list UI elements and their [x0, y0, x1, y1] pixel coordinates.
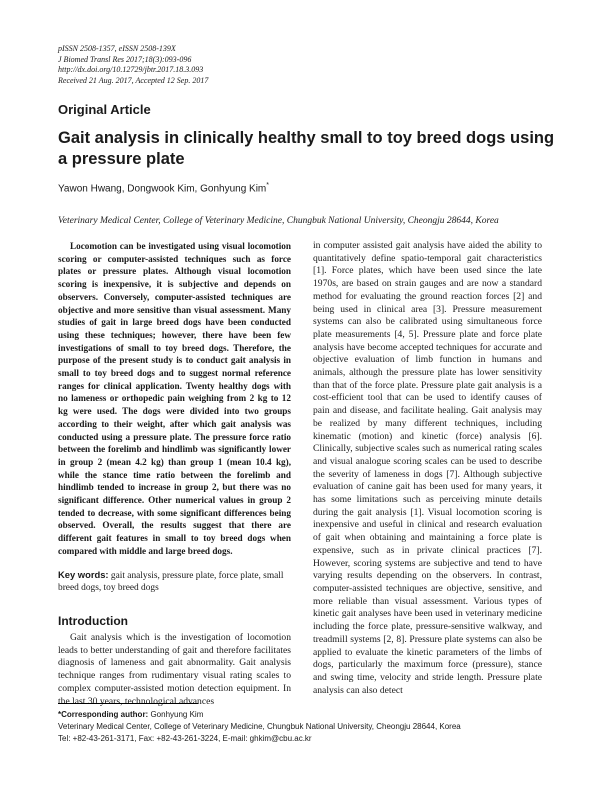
- footnote-author-line: [58, 709, 461, 721]
- keywords-text: gait analysis, pressure plate, force plate, small breed dogs, toy breed dogs: [58, 570, 284, 594]
- footnote-label: *Corresponding author:: [58, 710, 149, 719]
- received-dates: Received 21 Aug. 2017, Accepted 12 Sep. 2017: [58, 75, 209, 85]
- issn-line: pISSN 2508-1357, eISSN 2508-139X: [58, 44, 176, 53]
- footnote-contact: Tel: +82-43-261-3171, Fax: +82-43-261-3224, E-mail: ghkim@cbu.ac.kr: [58, 734, 312, 743]
- author-list: [58, 182, 269, 194]
- article-type: Original Article: [58, 102, 151, 117]
- footnote-name: Gonhyung Kim: [150, 710, 204, 719]
- left-column: [58, 240, 291, 708]
- keywords-label: Key words:: [58, 568, 109, 580]
- authors-text: Yawon Hwang, Dongwook Kim, Gonhyung Kim: [58, 183, 267, 195]
- keywords: [58, 569, 291, 595]
- article-title: Gait analysis in clinically healthy small to toy breed dogs using a pressure plate: [58, 129, 555, 168]
- footnote-address: Veterinary Medical Center, College of Veterinary Medicine, Chungbuk National University, Cheongju 28644, Korea: [58, 722, 461, 731]
- introduction-paragraph-left: Gait analysis which is the investigation of locomotion leads to better understanding of gait and therefore facilitates diagnosis of lameness and gait abnormality. Gait analysis technique ranges from rudimentary visual rating scales to complex computer-assisted motion detection equipment. In the last 30 years, technological advances: [58, 631, 291, 707]
- footnote-divider: [58, 703, 198, 704]
- journal-citation: J Biomed Transl Res 2017;18(3):093-096: [58, 54, 192, 64]
- affiliation: Veterinary Medical Center, College of Veterinary Medicine, Chungbuk National University, Cheongju 28644, Korea: [58, 216, 499, 226]
- right-column: [313, 240, 542, 697]
- abstract: Locomotion can be investigated using visual locomotion scoring or computer-assisted techniques such as force plates or pressure plates. Although visual locomotion scoring is inexpensive, it is subjective and depends on observers. Conversely, computer-assisted techniques are objective and more sensitive than visual assessment. Many studies of gait in large breed dogs have been conducted using these techniques; however, there have been few investigations of small to toy breed dogs. Therefore, the purpose of the present study is to conduct gait analysis in small to toy breed dogs and to suggest normal reference ranges for clinical application. Twenty healthy dogs with no lameness or orthopedic pain weighing from 2 kg to 12 kg were used. The dogs were divided into two groups according to their weight, after which gait analysis was conducted using a pressure plate. The pressure force ratio between the forelimb and hindlimb was significantly lower in group 2 (mean 4.2 kg) than group 1 (mean 10.4 kg), while the stance time ratio between the forelimb and hindlimb tended to increase in group 2, but there was no significant difference. Other numerical values in group 2 tended to decrease, with some significant differences being observed. Overall, the results suggest that there are different gait features in small to toy breed dogs when compared with middle and large breed dogs.: [58, 241, 291, 556]
- introduction-heading: Introduction: [58, 613, 128, 628]
- corresponding-author-footnote: [58, 709, 461, 745]
- journal-meta: [58, 44, 208, 86]
- corresponding-mark: *: [266, 182, 269, 189]
- introduction-paragraph-right: in computer assisted gait analysis have aided the ability to quantitatively define spatio-temporal gait characteristics [1]. Force plates, which have been used since the late 1970s, are based on strain gauges and are now a standard method for evaluating the ground reaction forces [2] and being used in clinical area [3]. Pressure measurement systems can also be calibrated using simultaneous force plate measurements [4, 5]. Pressure plate and force plate analysis have become accepted techniques for accurate and objective evaluation of limb function in humans and animals, although the pressure plate has lower sensitivity than that of the force plate. Pressure plate gait analysis is a cost-efficient tool that can be used to identify causes of pain and disease, and facilitate healing. Gait analysis may be realized by many different techniques, including kinematic (motion) and kinetic (force) analysis [6]. Clinically, subjective scales such as numerical rating scales and visual analogue scoring scales can be used to describe the severity of lameness in dogs [7]. Although subjective evaluation of canine gait has been used for many years, it has some limitations such as perceiving minute details during the gait analysis [1]. Visual locomotion scoring is inexpensive and useful in clinical and research evaluation of gait when obtaining and maintaining a force plate is expensive, such as in private clinical practices [7]. However, scoring systems are subjective and tend to have varying results depending on the observers. In contrast, computer-assisted techniques are objective, sensitive, and more reliable than visual assessment. Various types of kinetic gait analyses have been used in veterinary medicine including the force plate, pressure-sensitive walkway, and treadmill systems [2, 8]. Pressure plate systems can also be applied to evaluate the kinetic parameters of the limbs of dogs, particularly the maximum force (pressure), stance and swing time, velocity and stride length. Pressure plate analysis can also detect: [313, 240, 542, 696]
- doi-link[interactable]: http://dx.doi.org/10.12729/jbtr.2017.18.3.093: [58, 65, 204, 74]
